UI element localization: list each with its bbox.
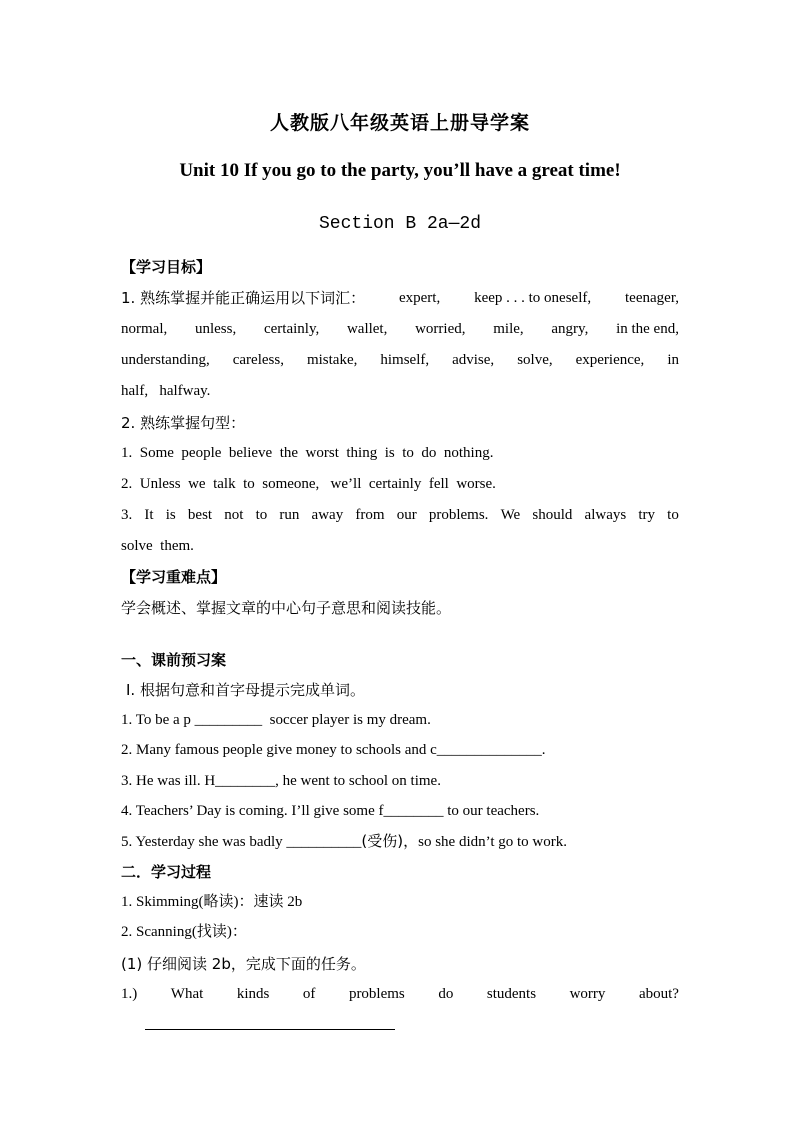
sentence-word: always bbox=[584, 507, 627, 523]
question-word: students bbox=[486, 986, 537, 1002]
process-heading: 二．学习过程 bbox=[121, 863, 212, 881]
key-sentence-3-end: solve them. bbox=[121, 538, 194, 554]
question-5-text-end: so she didn’t go to work. bbox=[418, 834, 568, 850]
vocab-word: mistake, bbox=[306, 352, 358, 368]
vocab-line-4: half, halfway. bbox=[121, 383, 211, 399]
preview-instruction: Ⅰ. 根据句意和首字母提示完成单词。 bbox=[126, 681, 365, 699]
question-5-text: 5. Yesterday she was badly __________ bbox=[121, 834, 362, 850]
sentence-word: away bbox=[311, 507, 344, 523]
vocab-word: expert, bbox=[398, 290, 441, 306]
sentence-word: from bbox=[355, 507, 385, 523]
question-word: problems bbox=[348, 986, 405, 1002]
vocab-word: normal, bbox=[121, 321, 168, 337]
section-label: Section B 2a—2d bbox=[318, 214, 482, 234]
vocab-word: unless, bbox=[194, 321, 237, 337]
preview-question-3: 3. He was ill. H________, he went to school on time. bbox=[121, 773, 441, 789]
question-word: What bbox=[170, 986, 204, 1002]
vocab-word: experience, bbox=[575, 352, 645, 368]
vocab-word: understanding, bbox=[121, 352, 210, 368]
reading-task: (1) 仔细阅读 2b，完成下面的任务。 bbox=[121, 955, 366, 973]
question-word: kinds bbox=[236, 986, 270, 1002]
preview-heading: 一、课前预习案 bbox=[121, 651, 227, 669]
vocab-label: 1. 熟练掌握并能正确运用以下词汇： bbox=[121, 289, 366, 307]
sentences-label: 2. 熟练掌握句型： bbox=[121, 414, 246, 432]
vocab-word: careless, bbox=[232, 352, 284, 368]
vocab-word: mile, bbox=[493, 321, 524, 337]
sentence-word: to bbox=[667, 507, 679, 523]
key-sentence-1: 1. Some people believe the worst thing is to do nothing. bbox=[121, 445, 494, 461]
preview-question-5 bbox=[121, 831, 679, 852]
preview-question-1: 1. To be a p _________ soccer player is my dream. bbox=[121, 712, 431, 728]
preview-question-2: 2. Many famous people give money to schools and c______________. bbox=[121, 742, 546, 758]
reading-question-1 bbox=[121, 984, 679, 1004]
vocab-word: worried, bbox=[415, 321, 466, 337]
sentence-word: not bbox=[224, 507, 244, 523]
vocab-word: angry, bbox=[551, 321, 589, 337]
vocab-word: wallet, bbox=[346, 321, 388, 337]
sentence-word: We bbox=[500, 507, 521, 523]
vocab-word: himself, bbox=[380, 352, 430, 368]
vocab-line-3 bbox=[121, 350, 679, 370]
vocab-word: teenager, bbox=[625, 290, 679, 306]
question-word: do bbox=[438, 986, 454, 1002]
vocab-word: in the end, bbox=[616, 321, 679, 337]
vocab-word: advise, bbox=[452, 352, 495, 368]
sentence-word: should bbox=[532, 507, 573, 523]
vocab-line-2 bbox=[121, 319, 679, 339]
preview-question-4: 4. Teachers’ Day is coming. I’ll give some f________ to our teachers. bbox=[121, 803, 540, 819]
goals-heading: 【学习目标】 bbox=[121, 258, 212, 276]
sentence-word: 3. bbox=[121, 507, 133, 523]
sentence-word: our bbox=[396, 507, 417, 523]
vocab-word: keep . . . to oneself, bbox=[474, 290, 592, 306]
sentence-word: try bbox=[638, 507, 656, 523]
question-word: about? bbox=[638, 986, 679, 1002]
question-word: of bbox=[302, 986, 316, 1002]
skimming-step: 1. Skimming(略读)：速读 2b bbox=[121, 894, 303, 910]
key-sentence-3 bbox=[121, 505, 679, 525]
sentence-word: to bbox=[255, 507, 268, 523]
question-5-hint: (受伤)， bbox=[361, 832, 419, 850]
document-title-chinese: 人教版八年级英语上册导学案 bbox=[269, 112, 530, 134]
unit-title: Unit 10 If you go to the party, you’ll have a great time! bbox=[179, 160, 621, 181]
sentence-word: best bbox=[187, 507, 213, 523]
sentence-word: problems. bbox=[428, 507, 489, 523]
sentence-word: run bbox=[279, 507, 300, 523]
question-word: worry bbox=[569, 986, 606, 1002]
focus-heading: 【学习重难点】 bbox=[121, 568, 227, 586]
key-sentence-2: 2. Unless we talk to someone, we’ll certainly fell worse. bbox=[121, 476, 496, 492]
sentence-word: is bbox=[165, 507, 176, 523]
vocab-word: in bbox=[667, 352, 679, 368]
question-word: 1.) bbox=[121, 986, 138, 1002]
answer-line[interactable] bbox=[145, 1029, 395, 1030]
scanning-step: 2. Scanning(找读)： bbox=[121, 924, 247, 940]
vocab-line-1 bbox=[121, 288, 679, 308]
vocab-word: certainly, bbox=[263, 321, 320, 337]
sentence-word: It bbox=[144, 507, 154, 523]
vocab-word: solve, bbox=[517, 352, 553, 368]
focus-text: 学会概述、掌握文章的中心句子意思和阅读技能。 bbox=[121, 599, 452, 617]
